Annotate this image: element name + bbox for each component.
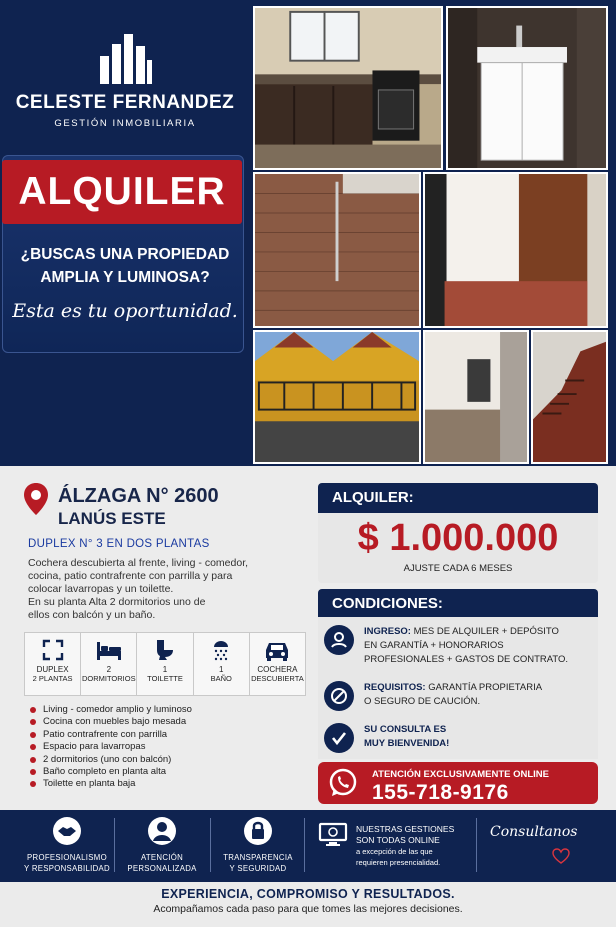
shower-icon [210, 639, 232, 661]
conditions-box [318, 617, 598, 759]
feature-value: 1 [218, 665, 224, 674]
brand-name: CELESTE FERNANDEZ [15, 92, 235, 113]
features-row [24, 632, 306, 696]
divider [476, 818, 477, 872]
description-line: Cochera descubierta al frente, living - comedor, [28, 557, 249, 569]
promo-tagline: Esta es tu oportunidad. [12, 300, 238, 322]
photo-living-room [423, 330, 529, 464]
value-line1: PROFESIONALISMO [27, 853, 107, 862]
address-line1: ÁLZAGA N° 2600 [58, 485, 219, 507]
key-hand-icon [324, 625, 354, 655]
rent-price: $ 1.000.000 [357, 517, 559, 559]
list-item: Cocina con muebles bajo mesada [30, 716, 192, 728]
feature-label: TOILETTE [147, 674, 183, 683]
price-box [318, 513, 598, 583]
value-line2: PERSONALIZADA [127, 864, 197, 873]
car-icon [264, 639, 290, 661]
whatsapp-icon [328, 768, 358, 798]
value-transparency [214, 816, 302, 874]
footer [0, 882, 616, 927]
feature-value: COCHERA [257, 665, 298, 674]
photo-shower [253, 172, 421, 328]
value-line2: Y SEGURIDAD [229, 864, 287, 873]
photo-hallway-door [423, 172, 608, 328]
list-item: Patio contrafrente con parrilla [30, 729, 192, 741]
description-line: En su planta Alta 2 dormitorios uno de [28, 596, 206, 608]
condition-ingreso-line1: MES DE ALQUILER + DEPÓSITO [413, 626, 559, 637]
footer-tagline: Acompañamos cada paso para que tomes las mejores decisiones. [153, 903, 463, 915]
contact-phone[interactable]: 155-718-9176 [372, 781, 509, 804]
list-item: 2 dormitorios (uno con balcón) [30, 754, 192, 766]
divider [210, 818, 211, 872]
description-line: cocina, patio contrafrente con parrilla y para [28, 570, 233, 582]
property-description [28, 557, 298, 622]
promo-question [10, 243, 240, 289]
online-line1: NUESTRAS GESTIONES [356, 824, 455, 834]
feature-garage [250, 633, 305, 695]
alquiler-badge: ALQUILER [2, 160, 242, 224]
feature-value: 1 [162, 665, 168, 674]
footer-headline: EXPERIENCIA, COMPROMISO Y RESULTADOS. [161, 887, 455, 901]
feature-duplex [25, 633, 81, 695]
toilet-icon [155, 639, 175, 661]
condition-requisitos-line1: GARANTÍA PROPIETARIA [428, 682, 543, 693]
photo-kitchen [253, 6, 443, 170]
bed-icon [96, 639, 122, 661]
list-item: Baño completo en planta alta [30, 766, 192, 778]
promo-question-line1: ¿BUSCAS UNA PROPIEDAD [20, 246, 230, 263]
value-attention [118, 816, 206, 874]
conditions-header: CONDICIONES: [318, 589, 598, 619]
address-line2: LANÚS ESTE [58, 509, 166, 528]
checkmark-icon [324, 723, 354, 753]
online-line3: a excepción de las que [356, 847, 433, 856]
promo-question-line2: AMPLIA Y LUMINOSA? [40, 269, 210, 286]
unit-title: DUPLEX N° 3 EN DOS PLANTAS [28, 538, 210, 550]
photo-bathroom-vanity [446, 6, 608, 170]
feature-label: BAÑO [210, 674, 232, 683]
condition-requisitos-label: REQUISITOS: [364, 682, 426, 693]
building-logo-icon [98, 34, 152, 84]
description-line: ellos con balcón y un baño. [28, 609, 156, 621]
rent-adjustment: AJUSTE CADA 6 MESES [403, 563, 513, 574]
lock-icon [243, 816, 273, 846]
divider [304, 818, 305, 872]
condition-consulta-text [364, 723, 449, 751]
feature-label: DESCUBIERTA [251, 674, 304, 683]
rent-header: ALQUILER: [318, 483, 598, 513]
brand-logo [0, 34, 250, 129]
feature-value: 2 [106, 665, 112, 674]
feature-bedrooms [81, 633, 137, 695]
online-line4: requieren presencialidad. [356, 858, 441, 867]
handshake-icon [52, 816, 82, 846]
list-item: Toilette en planta baja [30, 778, 192, 790]
location-pin-icon [24, 483, 48, 515]
computer-icon [318, 822, 348, 848]
online-notice [356, 824, 454, 868]
feature-value: DUPLEX [36, 665, 69, 674]
condition-ingreso-label: INGRESO: [364, 626, 411, 637]
list-item: Living - comedor amplio y luminoso [30, 704, 192, 716]
expand-icon [42, 639, 64, 661]
photo-staircase [531, 330, 608, 464]
condition-ingreso-line2: EN GARANTÍA + HONORARIOS [364, 640, 504, 651]
condition-requisitos-text [364, 681, 542, 709]
amenities-list [30, 704, 192, 791]
feature-label: 2 PLANTAS [32, 674, 73, 683]
feature-toilette [137, 633, 193, 695]
condition-ingreso-line3: PROFESIONALES + GASTOS DE CONTRATO. [364, 654, 569, 665]
person-icon [147, 816, 177, 846]
feature-label: DORMITORIOS [81, 674, 136, 683]
value-line1: ATENCIÓN [140, 853, 184, 862]
document-check-icon [324, 681, 354, 711]
consulta-line1: SU CONSULTA ES [364, 724, 447, 735]
brand-subtitle: GESTIÓN INMOBILIARIA [54, 118, 196, 129]
contact-label: ATENCIÓN EXCLUSIVAMENTE ONLINE [372, 769, 549, 780]
list-item: Espacio para lavarropas [30, 741, 192, 753]
feature-bathroom [194, 633, 250, 695]
divider [114, 818, 115, 872]
online-line2: SON TODAS ONLINE [356, 835, 440, 845]
photo-facade [253, 330, 421, 464]
consulta-line2: MUY BIENVENIDA! [364, 738, 450, 749]
value-line2: Y RESPONSABILIDAD [24, 864, 110, 873]
condition-ingreso-text [364, 625, 568, 667]
value-line1: TRANSPARENCIA [223, 853, 293, 862]
signature-consultanos: Consultanos [490, 824, 578, 840]
whatsapp-contact-button[interactable] [318, 762, 598, 804]
value-professionalism [20, 816, 114, 874]
condition-requisitos-line2: O SEGURO DE CAUCIÓN. [364, 696, 481, 707]
values-band [0, 810, 616, 882]
description-line: colocar lavarropas y un toilette. [28, 583, 174, 595]
heart-icon [552, 848, 570, 864]
